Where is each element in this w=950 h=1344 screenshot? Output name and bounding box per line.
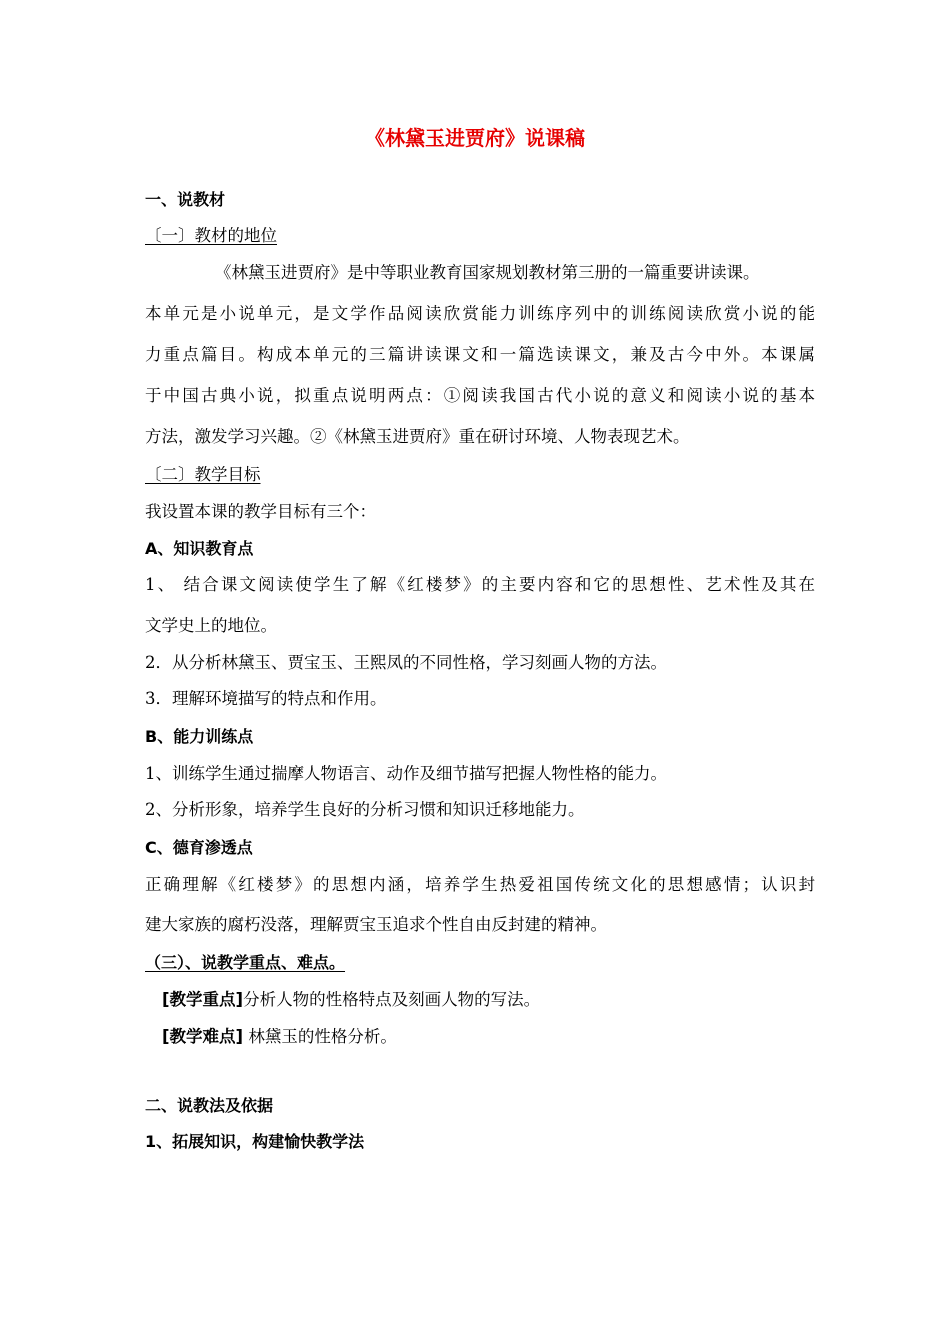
subheading-key-points: （三）、说教学重点、难点。 — [145, 953, 346, 972]
ability-item: 1、训练学生通过揣摩人物语言、动作及细节描写把握人物性格的能力。 — [145, 764, 667, 783]
key-point-line — [162, 989, 832, 1011]
knowledge-item: 文学史上的地位。 — [145, 616, 277, 635]
section-heading-1: 一、说教材 — [145, 190, 226, 209]
method-item: 1、拓展知识，构建愉快教学法 — [145, 1132, 365, 1151]
heading-knowledge: A、知识教育点 — [145, 539, 254, 558]
ability-item: 2、分析形象，培养学生良好的分析习惯和知识迁移地能力。 — [145, 800, 585, 819]
knowledge-item: 2．从分析林黛玉、贾宝玉、王熙凤的不同性格，学习刻画人物的方法。 — [145, 653, 667, 672]
section-heading-2: 二、说教法及依据 — [145, 1096, 274, 1115]
difficulty-label: [教学难点] — [162, 1027, 244, 1046]
knowledge-item: 3．理解环境描写的特点和作用。 — [145, 689, 387, 708]
knowledge-item: 1、 结合课文阅读使学生了解《红楼梦》的主要内容和它的思想性、艺术性及其在 — [145, 575, 815, 594]
document-title: 《林黛玉进贾府》说课稿 — [365, 126, 585, 150]
heading-ability: B、能力训练点 — [145, 727, 254, 746]
paragraph-line: 力重点篇目。构成本单元的三篇讲读课文和一篇选读课文，兼及古今中外。本课属 — [145, 345, 815, 364]
difficulty-line — [162, 1026, 832, 1048]
paragraph-line: 于中国古典小说，拟重点说明两点：①阅读我国古代小说的意义和阅读小说的基本 — [145, 386, 815, 405]
paragraph-line: 方法，激发学习兴趣。②《林黛玉进贾府》重在研讨环境、人物表现艺术。 — [145, 427, 690, 446]
heading-moral: C、德育渗透点 — [145, 838, 253, 857]
moral-item: 正确理解《红楼梦》的思想内涵，培养学生热爱祖国传统文化的思想感情；认识封 — [145, 875, 815, 894]
subheading-teaching-goals: 〔二〕教学目标 — [145, 465, 261, 484]
key-point-label: [教学重点] — [162, 990, 244, 1009]
goals-intro: 我设置本课的教学目标有三个： — [145, 502, 376, 521]
subheading-textbook-position: 〔一〕教材的地位 — [145, 226, 277, 245]
moral-item: 建大家族的腐朽没落，理解贾宝玉追求个性自由反封建的精神。 — [145, 915, 607, 934]
difficulty-text: 林黛玉的性格分析。 — [243, 1027, 397, 1046]
paragraph-line: 本单元是小说单元，是文学作品阅读欣赏能力训练序列中的训练阅读欣赏小说的能 — [145, 304, 815, 323]
paragraph-line: 《林黛玉进贾府》是中等职业教育国家规划教材第三册的一篇重要讲读课。 — [215, 263, 760, 282]
key-point-text: 分析人物的性格特点及刻画人物的写法。 — [243, 990, 541, 1009]
